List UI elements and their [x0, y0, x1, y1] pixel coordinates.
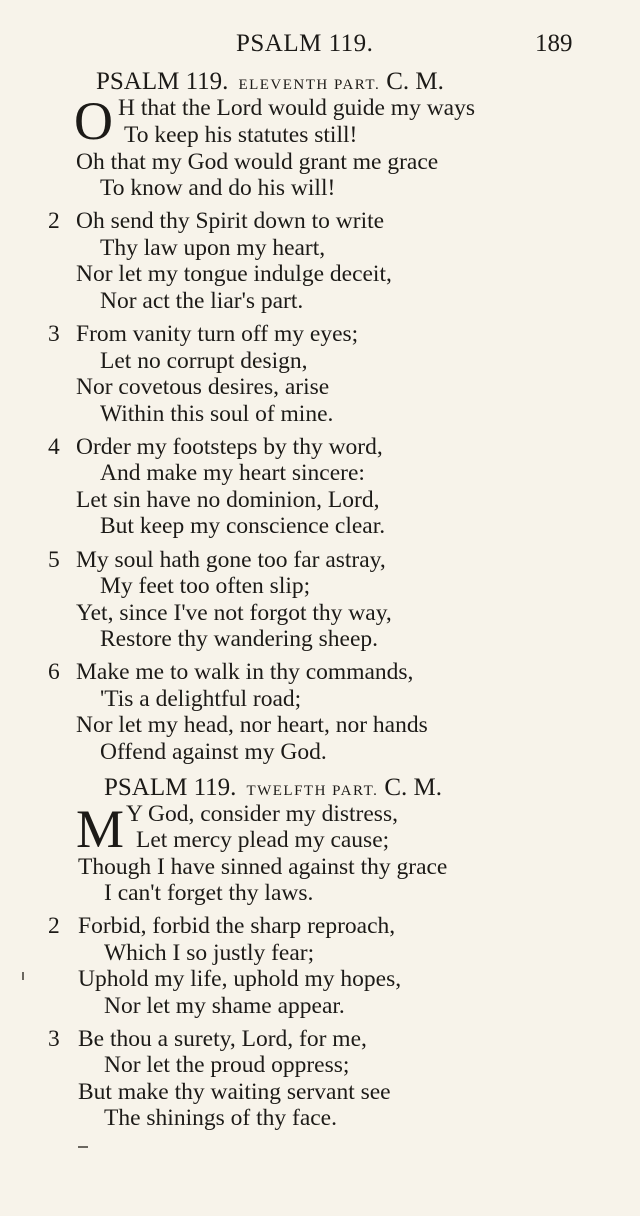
verse-line: Thy law upon my heart, — [100, 235, 326, 261]
verse-line: Y God, consider my distress, — [126, 801, 398, 827]
stanza-number: 3 — [48, 1026, 60, 1052]
drop-cap: M — [76, 799, 125, 859]
page-number: 189 — [535, 30, 573, 57]
verse-line: Offend against my God. — [100, 739, 327, 765]
section-title: PSALM 119. — [104, 774, 237, 801]
stanza-number: 4 — [48, 434, 60, 460]
stanza-number: 3 — [48, 321, 60, 347]
verse-line: Nor let my shame appear. — [104, 993, 345, 1019]
verse-line: But make thy waiting servant see — [78, 1079, 391, 1105]
verse-line: H that the Lord would guide my ways — [118, 95, 476, 121]
print-mark — [22, 972, 24, 980]
verse-line: To know and do his will! — [100, 175, 336, 201]
verse-line: Within this soul of mine. — [100, 401, 334, 427]
verse-line: The shinings of thy face. — [104, 1105, 337, 1131]
section-meter: C. M. — [384, 774, 443, 801]
print-mark — [78, 1146, 88, 1148]
verse-line: Let sin have no dominion, Lord, — [76, 487, 380, 513]
verse-line: Which I so justly fear; — [104, 940, 315, 966]
section-part: TWELFTH PART. — [246, 783, 379, 799]
section-title: PSALM 119. — [96, 68, 229, 95]
verse-line: Nor let my head, nor heart, nor hands — [76, 712, 428, 738]
running-title: PSALM 119. — [236, 30, 374, 57]
drop-cap: O — [74, 91, 113, 151]
verse-line: Restore thy wandering sheep. — [100, 626, 379, 652]
verse-line: But keep my conscience clear. — [100, 513, 386, 539]
stanza-number: 6 — [48, 659, 60, 685]
verse-line: Nor act the liar's part. — [100, 288, 304, 314]
stanza-number: 2 — [48, 208, 60, 234]
verse-line: Uphold my life, uphold my hopes, — [78, 966, 402, 992]
stanza-number: 2 — [48, 913, 60, 939]
verse-line: I can't forget thy laws. — [104, 880, 314, 906]
verse-line: Nor let my tongue indulge deceit, — [76, 261, 392, 287]
verse-line: Let no corrupt design, — [100, 348, 308, 374]
verse-line: Yet, since I've not forgot thy way, — [76, 600, 392, 626]
verse-line: Let mercy plead my cause; — [136, 827, 390, 853]
verse-line: To keep his statutes still! — [124, 122, 358, 148]
verse-line: Oh send thy Spirit down to write — [76, 208, 385, 234]
verse-line: Nor covetous desires, arise — [76, 374, 330, 400]
verse-line: Nor let the proud oppress; — [104, 1052, 350, 1078]
verse-line: And make my heart sincere: — [100, 460, 365, 486]
verse-line: Make me to walk in thy commands, — [76, 659, 414, 685]
verse-line: 'Tis a delightful road; — [100, 686, 302, 712]
verse-line: From vanity turn off my eyes; — [76, 321, 359, 347]
verse-line: Forbid, forbid the sharp reproach, — [78, 913, 396, 939]
verse-line: My feet too often slip; — [100, 573, 311, 599]
section-meter: C. M. — [386, 68, 444, 95]
verse-line: Though I have sinned against thy grace — [78, 854, 448, 880]
verse-line: Order my footsteps by thy word, — [76, 434, 383, 460]
verse-line: Oh that my God would grant me grace — [76, 149, 439, 175]
section-heading-eleventh — [96, 68, 444, 96]
section-part: ELEVENTH PART. — [238, 77, 381, 93]
verse-line: My soul hath gone too far astray, — [76, 547, 386, 573]
verse-line: Be thou a surety, Lord, for me, — [78, 1026, 367, 1052]
section-heading-twelfth — [104, 774, 442, 802]
stanza-number: 5 — [48, 547, 60, 573]
